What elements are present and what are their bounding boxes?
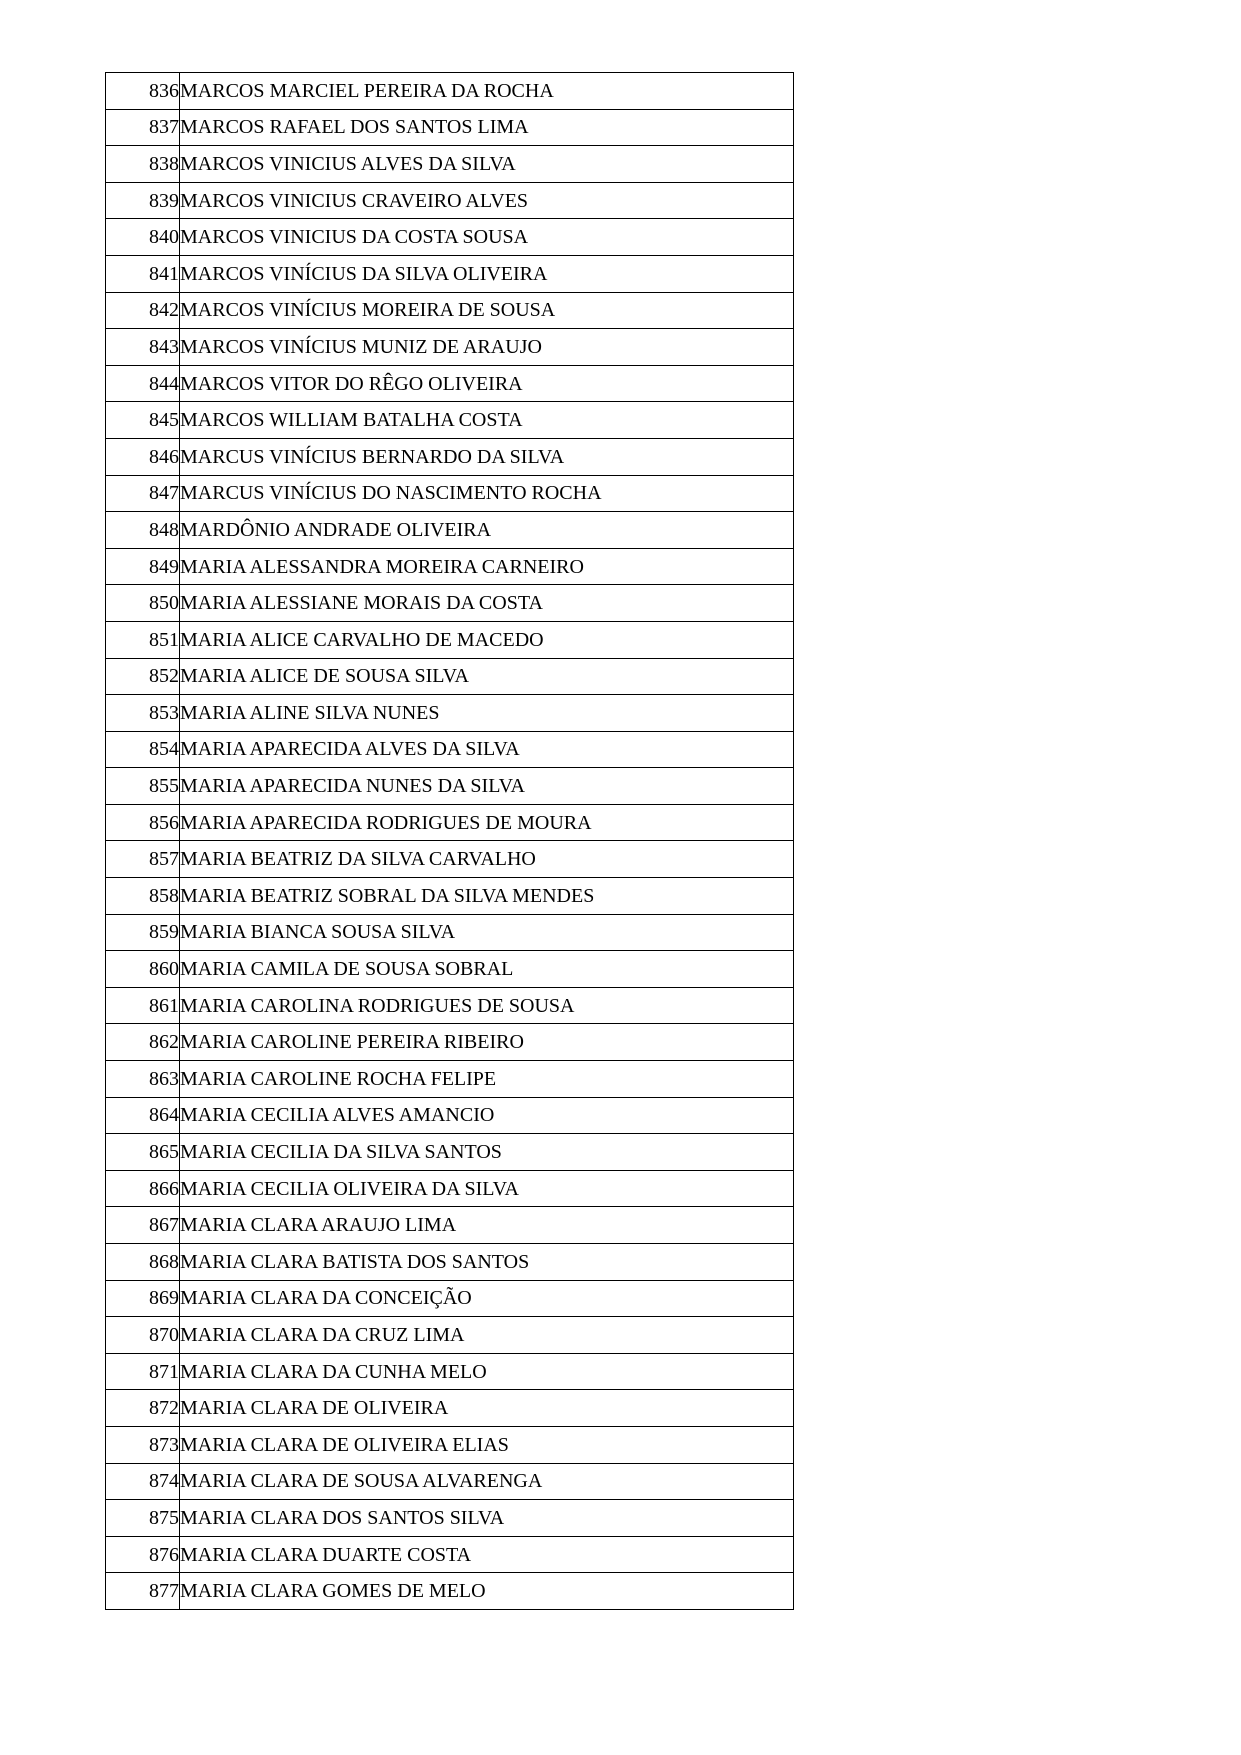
row-number-cell: 847 bbox=[106, 475, 180, 512]
table-row bbox=[106, 841, 794, 878]
row-number-cell: 855 bbox=[106, 768, 180, 805]
row-name-cell: MARIA CLARA BATISTA DOS SANTOS bbox=[180, 1244, 794, 1281]
table-row bbox=[106, 1280, 794, 1317]
row-name-cell: MARCOS VINÍCIUS MOREIRA DE SOUSA bbox=[180, 292, 794, 329]
table-row bbox=[106, 1426, 794, 1463]
table-row bbox=[106, 1244, 794, 1281]
table-row bbox=[106, 1463, 794, 1500]
table-row bbox=[106, 731, 794, 768]
table-row bbox=[106, 109, 794, 146]
row-number-cell: 868 bbox=[106, 1244, 180, 1281]
row-name-cell: MARIA CLARA DA CRUZ LIMA bbox=[180, 1317, 794, 1354]
row-number-cell: 860 bbox=[106, 951, 180, 988]
name-roster-table bbox=[105, 72, 794, 1610]
row-number-cell: 854 bbox=[106, 731, 180, 768]
row-number-cell: 865 bbox=[106, 1134, 180, 1171]
table-row bbox=[106, 1207, 794, 1244]
row-name-cell: MARIA BEATRIZ DA SILVA CARVALHO bbox=[180, 841, 794, 878]
row-number-cell: 856 bbox=[106, 804, 180, 841]
table-row bbox=[106, 878, 794, 915]
row-number-cell: 877 bbox=[106, 1573, 180, 1610]
row-number-cell: 849 bbox=[106, 548, 180, 585]
row-name-cell: MARCOS VINICIUS ALVES DA SILVA bbox=[180, 146, 794, 183]
row-name-cell: MARIA CECILIA ALVES AMANCIO bbox=[180, 1097, 794, 1134]
row-number-cell: 838 bbox=[106, 146, 180, 183]
row-number-cell: 848 bbox=[106, 512, 180, 549]
row-number-cell: 840 bbox=[106, 219, 180, 256]
row-number-cell: 858 bbox=[106, 878, 180, 915]
table-row bbox=[106, 438, 794, 475]
row-number-cell: 844 bbox=[106, 365, 180, 402]
row-name-cell: MARCUS VINÍCIUS BERNARDO DA SILVA bbox=[180, 438, 794, 475]
row-name-cell: MARIA CLARA DOS SANTOS SILVA bbox=[180, 1500, 794, 1537]
row-name-cell: MARIA CLARA DE OLIVEIRA ELIAS bbox=[180, 1426, 794, 1463]
table-row bbox=[106, 402, 794, 439]
table-row bbox=[106, 1097, 794, 1134]
row-number-cell: 852 bbox=[106, 658, 180, 695]
row-name-cell: MARCOS VINICIUS CRAVEIRO ALVES bbox=[180, 182, 794, 219]
row-number-cell: 872 bbox=[106, 1390, 180, 1427]
row-name-cell: MARIA CLARA GOMES DE MELO bbox=[180, 1573, 794, 1610]
row-number-cell: 873 bbox=[106, 1426, 180, 1463]
row-number-cell: 871 bbox=[106, 1353, 180, 1390]
row-name-cell: MARCOS VINÍCIUS MUNIZ DE ARAUJO bbox=[180, 329, 794, 366]
row-number-cell: 864 bbox=[106, 1097, 180, 1134]
table-row bbox=[106, 475, 794, 512]
row-name-cell: MARIA CAROLINA RODRIGUES DE SOUSA bbox=[180, 987, 794, 1024]
row-name-cell: MARIA CECILIA OLIVEIRA DA SILVA bbox=[180, 1170, 794, 1207]
row-name-cell: MARIA CLARA DUARTE COSTA bbox=[180, 1536, 794, 1573]
table-row bbox=[106, 329, 794, 366]
table-row bbox=[106, 365, 794, 402]
table-row bbox=[106, 1317, 794, 1354]
table-row bbox=[106, 621, 794, 658]
table-row bbox=[106, 987, 794, 1024]
table-row bbox=[106, 658, 794, 695]
row-name-cell: MARIA CLARA DE SOUSA ALVARENGA bbox=[180, 1463, 794, 1500]
table-row bbox=[106, 219, 794, 256]
row-number-cell: 867 bbox=[106, 1207, 180, 1244]
row-number-cell: 853 bbox=[106, 695, 180, 732]
row-number-cell: 861 bbox=[106, 987, 180, 1024]
table-row bbox=[106, 1353, 794, 1390]
row-name-cell: MARCOS WILLIAM BATALHA COSTA bbox=[180, 402, 794, 439]
table-row bbox=[106, 1573, 794, 1610]
table-row bbox=[106, 255, 794, 292]
table-row bbox=[106, 292, 794, 329]
table-row bbox=[106, 914, 794, 951]
table-row bbox=[106, 1390, 794, 1427]
table-row bbox=[106, 1024, 794, 1061]
row-number-cell: 839 bbox=[106, 182, 180, 219]
row-name-cell: MARCOS VITOR DO RÊGO OLIVEIRA bbox=[180, 365, 794, 402]
row-name-cell: MARIA BEATRIZ SOBRAL DA SILVA MENDES bbox=[180, 878, 794, 915]
row-number-cell: 846 bbox=[106, 438, 180, 475]
table-row bbox=[106, 146, 794, 183]
row-number-cell: 859 bbox=[106, 914, 180, 951]
table-row bbox=[106, 804, 794, 841]
row-name-cell: MARDÔNIO ANDRADE OLIVEIRA bbox=[180, 512, 794, 549]
row-name-cell: MARIA CLARA DA CONCEIÇÃO bbox=[180, 1280, 794, 1317]
row-number-cell: 843 bbox=[106, 329, 180, 366]
row-name-cell: MARIA APARECIDA RODRIGUES DE MOURA bbox=[180, 804, 794, 841]
row-name-cell: MARCUS VINÍCIUS DO NASCIMENTO ROCHA bbox=[180, 475, 794, 512]
table-row bbox=[106, 1061, 794, 1098]
row-number-cell: 863 bbox=[106, 1061, 180, 1098]
table-row bbox=[106, 585, 794, 622]
table-row bbox=[106, 548, 794, 585]
row-number-cell: 857 bbox=[106, 841, 180, 878]
row-name-cell: MARIA BIANCA SOUSA SILVA bbox=[180, 914, 794, 951]
row-name-cell: MARIA CAMILA DE SOUSA SOBRAL bbox=[180, 951, 794, 988]
row-number-cell: 875 bbox=[106, 1500, 180, 1537]
row-number-cell: 837 bbox=[106, 109, 180, 146]
row-name-cell: MARIA ALESSANDRA MOREIRA CARNEIRO bbox=[180, 548, 794, 585]
row-name-cell: MARCOS MARCIEL PEREIRA DA ROCHA bbox=[180, 73, 794, 110]
row-name-cell: MARCOS VINÍCIUS DA SILVA OLIVEIRA bbox=[180, 255, 794, 292]
row-name-cell: MARIA ALICE DE SOUSA SILVA bbox=[180, 658, 794, 695]
table-row bbox=[106, 695, 794, 732]
row-name-cell: MARIA CLARA DA CUNHA MELO bbox=[180, 1353, 794, 1390]
table-row bbox=[106, 1170, 794, 1207]
table-row bbox=[106, 73, 794, 110]
row-name-cell: MARIA CLARA ARAUJO LIMA bbox=[180, 1207, 794, 1244]
table-row bbox=[106, 768, 794, 805]
row-name-cell: MARIA CLARA DE OLIVEIRA bbox=[180, 1390, 794, 1427]
row-number-cell: 841 bbox=[106, 255, 180, 292]
row-name-cell: MARCOS VINICIUS DA COSTA SOUSA bbox=[180, 219, 794, 256]
row-number-cell: 851 bbox=[106, 621, 180, 658]
table-row bbox=[106, 182, 794, 219]
row-name-cell: MARIA APARECIDA NUNES DA SILVA bbox=[180, 768, 794, 805]
row-name-cell: MARIA ALINE SILVA NUNES bbox=[180, 695, 794, 732]
row-name-cell: MARIA ALICE CARVALHO DE MACEDO bbox=[180, 621, 794, 658]
row-number-cell: 836 bbox=[106, 73, 180, 110]
row-name-cell: MARCOS RAFAEL DOS SANTOS LIMA bbox=[180, 109, 794, 146]
table-row bbox=[106, 1134, 794, 1171]
row-number-cell: 845 bbox=[106, 402, 180, 439]
row-number-cell: 850 bbox=[106, 585, 180, 622]
row-name-cell: MARIA CECILIA DA SILVA SANTOS bbox=[180, 1134, 794, 1171]
row-number-cell: 842 bbox=[106, 292, 180, 329]
row-number-cell: 869 bbox=[106, 1280, 180, 1317]
table-row bbox=[106, 1500, 794, 1537]
row-number-cell: 874 bbox=[106, 1463, 180, 1500]
roster-table-body bbox=[106, 73, 794, 1610]
row-number-cell: 870 bbox=[106, 1317, 180, 1354]
table-row bbox=[106, 1536, 794, 1573]
row-name-cell: MARIA APARECIDA ALVES DA SILVA bbox=[180, 731, 794, 768]
table-row bbox=[106, 951, 794, 988]
row-number-cell: 866 bbox=[106, 1170, 180, 1207]
row-name-cell: MARIA CAROLINE ROCHA FELIPE bbox=[180, 1061, 794, 1098]
row-name-cell: MARIA ALESSIANE MORAIS DA COSTA bbox=[180, 585, 794, 622]
row-number-cell: 862 bbox=[106, 1024, 180, 1061]
row-number-cell: 876 bbox=[106, 1536, 180, 1573]
table-row bbox=[106, 512, 794, 549]
row-name-cell: MARIA CAROLINE PEREIRA RIBEIRO bbox=[180, 1024, 794, 1061]
